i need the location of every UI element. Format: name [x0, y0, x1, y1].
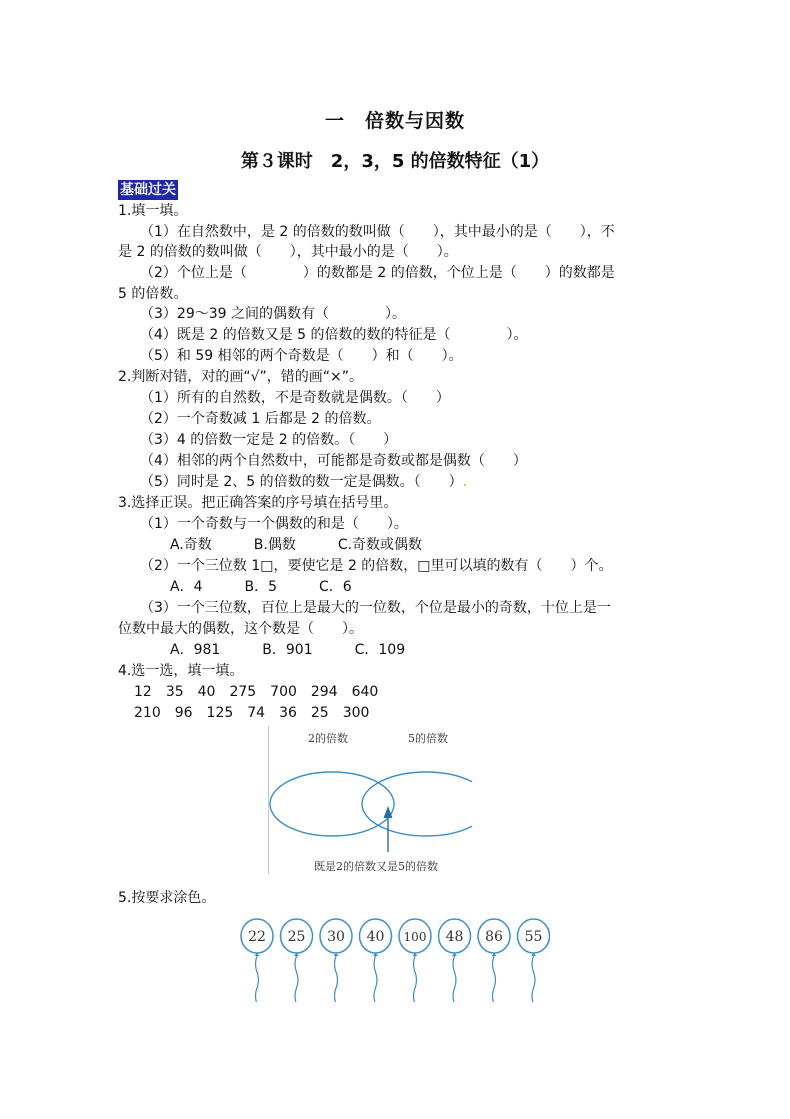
balloon-number: 30	[327, 929, 345, 945]
balloon[interactable]	[399, 919, 431, 1002]
q3-heading: 3.选择正误。把正确答案的序号填在括号里。	[118, 495, 398, 511]
q1-line-2: （2）个位上是（ ）的数都是 2 的倍数，个位上是（ ）的数都是	[140, 265, 615, 281]
q2-line-5-dot: .	[462, 474, 468, 490]
balloon-string	[295, 956, 298, 1002]
section-badge: 基础过关	[120, 182, 176, 198]
q2-line-4: （4）相邻的两个自然数中，可能都是奇数或都是偶数（ ）	[140, 453, 527, 469]
lesson-title: 第３课时 2，3，5 的倍数特征（1）	[240, 151, 550, 172]
q2-line-5-text: （5）同时是 2、5 的倍数的数一定是偶数。（ ）	[140, 474, 463, 490]
balloon[interactable]	[518, 919, 550, 1002]
balloon-string	[256, 956, 259, 1002]
balloon-string	[453, 956, 456, 1002]
balloon-number: 100	[403, 930, 427, 944]
q1-line-2b: 5 的倍数。	[118, 286, 188, 302]
balloon-row	[238, 912, 550, 1002]
balloon[interactable]	[281, 919, 313, 1002]
q3-line-3: （3）一个三位数，百位上是最大的一位数，个位是最小的奇数，十位上是一	[140, 600, 611, 616]
venn-diagram	[268, 726, 472, 874]
q3-line-2-options: A．4 B．5 C．6	[170, 579, 352, 595]
balloon-string	[414, 956, 417, 1002]
q4-numbers-row-2: 210 96 125 74 36 25 300	[134, 705, 370, 721]
q1-line-1b: 是 2 的倍数的数叫做（ ），其中最小的是（ ）。	[118, 244, 458, 260]
balloon-number: 48	[445, 929, 464, 945]
q1-line-1: （1）在自然数中，是 2 的倍数的数叫做（ ），其中最小的是（ ），不	[140, 224, 615, 240]
balloon-string	[335, 956, 338, 1002]
balloon-number: 22	[248, 929, 266, 945]
arrow-up-icon	[384, 806, 393, 818]
balloon-number: 40	[366, 929, 385, 945]
q2-heading: 2.判断对错，对的画“√”，错的画“×”。	[118, 369, 364, 385]
balloon[interactable]	[360, 919, 392, 1002]
q2-line-3: （3）4 的倍数一定是 2 的倍数。（ ）	[140, 432, 398, 448]
balloon-string	[532, 956, 535, 1002]
q2-line-2: （2）一个奇数减 1 后都是 2 的倍数。	[140, 411, 381, 427]
q2-line-5	[140, 472, 467, 492]
balloon-string	[493, 956, 496, 1002]
balloon[interactable]	[320, 919, 352, 1002]
q3-line-1: （1）一个奇数与一个偶数的和是（ ）。	[140, 516, 408, 532]
q4-heading: 4.选一选，填一填。	[118, 663, 244, 679]
venn-left-ellipse	[270, 772, 394, 836]
q3-line-1-options: A.奇数 B.偶数 C.奇数或偶数	[170, 537, 423, 553]
q3-line-3b: 位数中最大的偶数，这个数是（ ）。	[118, 621, 363, 637]
q3-line-2: （2）一个三位数 1□，要使它是 2 的倍数，□里可以填的数有（ ）个。	[140, 558, 613, 574]
q4-numbers-row-1: 12 35 40 275 700 294 640	[134, 684, 379, 700]
q1-line-4: （4）既是 2 的倍数又是 5 的倍数的数的特征是（ ）。	[140, 327, 528, 343]
balloon-number: 86	[485, 929, 503, 945]
balloon-string	[374, 956, 377, 1002]
q1-heading: 1.填一填。	[118, 203, 188, 219]
balloon-number: 25	[287, 929, 306, 945]
balloon[interactable]	[439, 919, 471, 1002]
q2-line-1: （1）所有的自然数，不是奇数就是偶数。（ ）	[140, 390, 450, 406]
balloon-number: 55	[524, 929, 543, 945]
balloon[interactable]	[478, 919, 510, 1002]
q3-line-3-options: A．981 B．901 C．109	[170, 642, 406, 658]
q1-line-5: （5）和 59 相邻的两个奇数是（ ）和（ ）。	[140, 348, 463, 364]
q1-line-3: （3）29～39 之间的偶数有（ ）。	[140, 306, 406, 322]
venn-label-right: 5的倍数	[408, 732, 448, 745]
venn-label-left: 2的倍数	[308, 732, 348, 745]
unit-title: 一 倍数与因数	[324, 110, 465, 132]
balloon[interactable]	[241, 919, 273, 1002]
venn-right-ellipse	[362, 772, 472, 836]
q5-heading: 5.按要求涂色。	[118, 890, 216, 906]
venn-label-bottom: 既是2的倍数又是5的倍数	[314, 860, 438, 873]
